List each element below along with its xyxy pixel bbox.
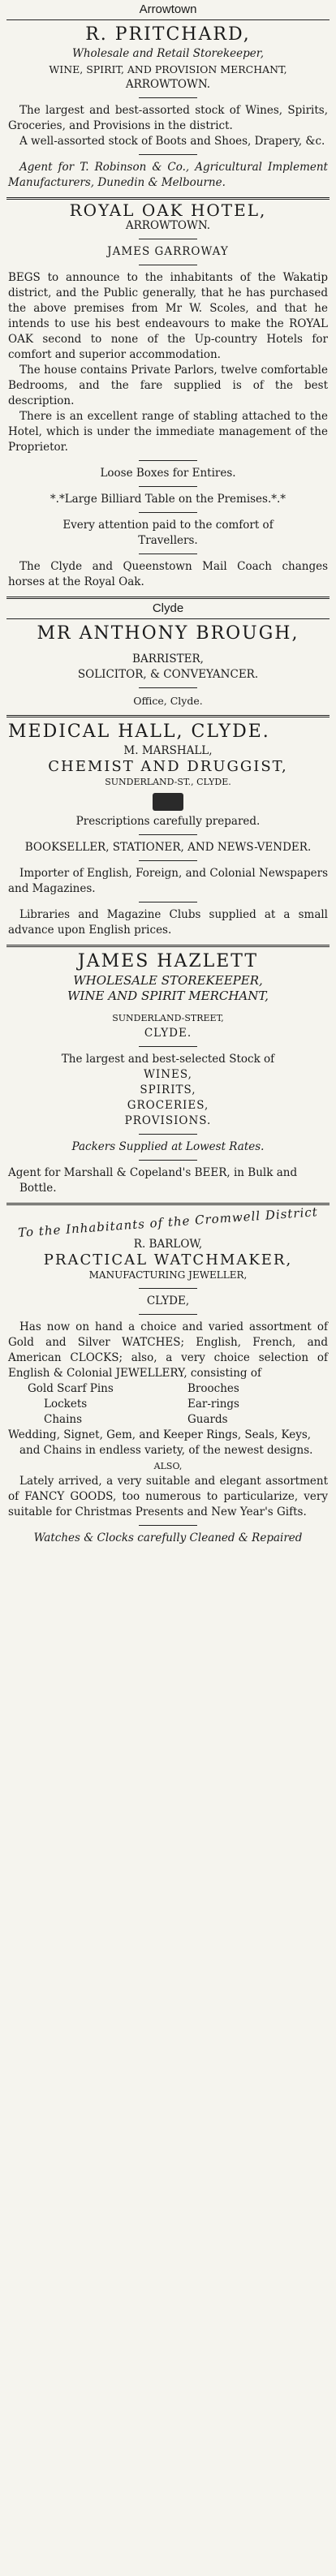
trademark-mark — [8, 790, 328, 814]
ad-body: Wedding, Signet, Gem, and Keeper Rings, Seals, Keys, and Chains in endless variety, of the newest designs. — [8, 1428, 313, 1457]
ad-name: MR ANTHONY BROUGH, — [37, 623, 299, 644]
ad-town: ARROWTOWN. — [125, 78, 211, 91]
ad-role: MANUFACTURING JEWELLER, — [88, 1269, 248, 1281]
ad-body: There is an excellent range of stabling attached to the Hotel, which is under the immediate management of the Proprietor. — [8, 410, 328, 454]
ad-line: Every attention paid to the comfort of Travellers. — [62, 519, 274, 547]
goods-item: Ear-rings — [187, 1398, 239, 1411]
short-rule — [139, 97, 197, 98]
goods-item: Chains — [44, 1413, 83, 1426]
ad-body: Libraries and Magazine Clubs supplied at a small advance upon English prices. — [8, 908, 328, 937]
ad-proprietor: JAMES GARROWAY — [107, 245, 229, 258]
stock-item: SPIRITS, — [140, 1083, 196, 1096]
short-rule — [139, 486, 197, 487]
ad-role: Wholesale and Retail Storekeeper, — [71, 47, 265, 60]
ad-heading: To the Inhabitants of the Cromwell District — [17, 1204, 319, 1240]
short-rule — [139, 687, 197, 688]
goods-item: Guards — [187, 1413, 228, 1426]
ad-line: *.*Large Billiard Table on the Premises.*.* — [50, 493, 286, 506]
ad-proprietor: M. MARSHALL, — [123, 744, 213, 757]
ad-name: JAMES HAZLETT — [77, 951, 259, 971]
stock-item: WINES, — [144, 1068, 192, 1081]
ad-pritchard — [8, 20, 328, 191]
ad-line: Prescriptions carefully prepared. — [75, 815, 261, 828]
ad-medical-hall — [8, 717, 328, 938]
mortar-icon — [153, 793, 183, 811]
ad-body: Has now on hand a choice and varied assortment of Gold and Silver WATCHES; English, French, and American CLOCKS; also, a very choice selection of English & Colonial JEWELLERY, consisting of — [8, 1320, 328, 1380]
ad-line: Loose Boxes for Entires. — [100, 467, 236, 480]
stock-item: PROVISIONS. — [124, 1114, 212, 1127]
ad-line: BOOKSELLER, STATIONER, AND NEWS-VENDER. — [24, 841, 312, 854]
ad-also: ALSO, — [153, 1461, 183, 1471]
ad-title: ROYAL OAK HOTEL, — [69, 200, 267, 220]
ad-line: WINE AND SPIRIT MERCHANT, — [67, 989, 269, 1003]
ad-title: MEDICAL HALL, CLYDE. — [8, 722, 270, 742]
short-rule — [139, 1134, 197, 1135]
short-rule — [139, 1160, 197, 1161]
short-rule — [139, 1525, 197, 1526]
short-rule — [139, 460, 197, 461]
goods-item: Gold Scarf Pins — [28, 1382, 114, 1395]
ad-office: Office, Clyde. — [133, 695, 203, 707]
short-rule — [139, 512, 197, 513]
ad-barlow — [8, 1205, 328, 1546]
ad-name: R. PRITCHARD, — [85, 24, 251, 45]
ad-footer: Watches & Clocks carefully Cleaned & Repaired — [33, 1531, 303, 1544]
goods-item: Brooches — [187, 1382, 239, 1395]
ad-brough — [8, 619, 328, 709]
section-title-arrowtown: Arrowtown — [139, 2, 197, 16]
ad-line: WHOLESALE STOREKEEPER, — [73, 973, 263, 988]
section-title-clyde: Clyde — [152, 601, 184, 615]
short-rule — [139, 1046, 197, 1047]
ad-line: The Clyde and Queenstown Mail Coach changes horses at the Royal Oak. — [8, 560, 328, 588]
short-rule — [139, 860, 197, 861]
ad-address: SUNDERLAND-ST., CLYDE. — [105, 777, 231, 787]
ad-agent: Agent for T. Robinson & Co., Agricultural Implement Manufacturers, Dunedin & Melbourne. — [8, 161, 328, 189]
ad-name: R. BARLOW, — [133, 1238, 203, 1251]
ad-role: CHEMIST AND DRUGGIST, — [48, 758, 288, 775]
goods-list — [8, 1381, 328, 1428]
ad-body: BEGS to announce to the inhabitants of the Wakatip district, and the Public generally, that he has purchased the above premises from Mr W. Scoles, and that he intends to use his best endeavours to make the ROYAL OAK second to none of the Up-country Hotels for comfort and superior accommodation. — [8, 271, 328, 361]
ad-address: SUNDERLAND-STREET, — [112, 1013, 224, 1023]
ad-body: Importer of English, Foreign, and Colonial Newspapers and Magazines. — [8, 867, 328, 895]
short-rule — [139, 1314, 197, 1315]
ad-body: A well-assorted stock of Boots and Shoes, Drapery, &c. — [19, 135, 325, 148]
ad-line: BARRISTER, — [132, 653, 204, 666]
goods-item: Lockets — [44, 1398, 88, 1411]
ad-role: PRACTICAL WATCHMAKER, — [43, 1251, 293, 1269]
ad-body: The largest and best-assorted stock of Wines, Spirits, Groceries, and Provisions in the district. — [8, 104, 328, 132]
short-rule — [139, 834, 197, 835]
ad-line: Packers Supplied at Lowest Rates. — [71, 1140, 265, 1153]
ad-town: ARROWTOWN. — [125, 219, 211, 232]
ad-town: CLYDE. — [144, 1027, 192, 1040]
ad-body: The house contains Private Parlors, twelve comfortable Bedrooms, and the fare supplied is of the best description. — [8, 364, 328, 407]
ad-trade: WINE, SPIRIT, AND PROVISION MERCHANT, — [49, 63, 287, 75]
short-rule — [139, 1288, 197, 1289]
stock-item: GROCERIES, — [127, 1099, 209, 1112]
ad-hazlett — [8, 947, 328, 1196]
ad-agent: Agent for Marshall & Copeland's BEER, in Bulk and Bottle. — [8, 1166, 298, 1195]
goods-col — [168, 1381, 328, 1428]
ad-royal-oak — [8, 200, 328, 590]
ad-line: The largest and best-selected Stock of — [61, 1053, 275, 1066]
ad-town: CLYDE, — [146, 1294, 190, 1307]
goods-col — [8, 1381, 168, 1428]
ad-body: Lately arrived, a very suitable and elegant assortment of FANCY GOODS, too numerous to particularize, very suitable for Christmas Presents and New Year's Gifts. — [8, 1475, 328, 1518]
short-rule — [139, 154, 197, 155]
ad-line: SOLICITOR, & CONVEYANCER. — [77, 668, 259, 681]
